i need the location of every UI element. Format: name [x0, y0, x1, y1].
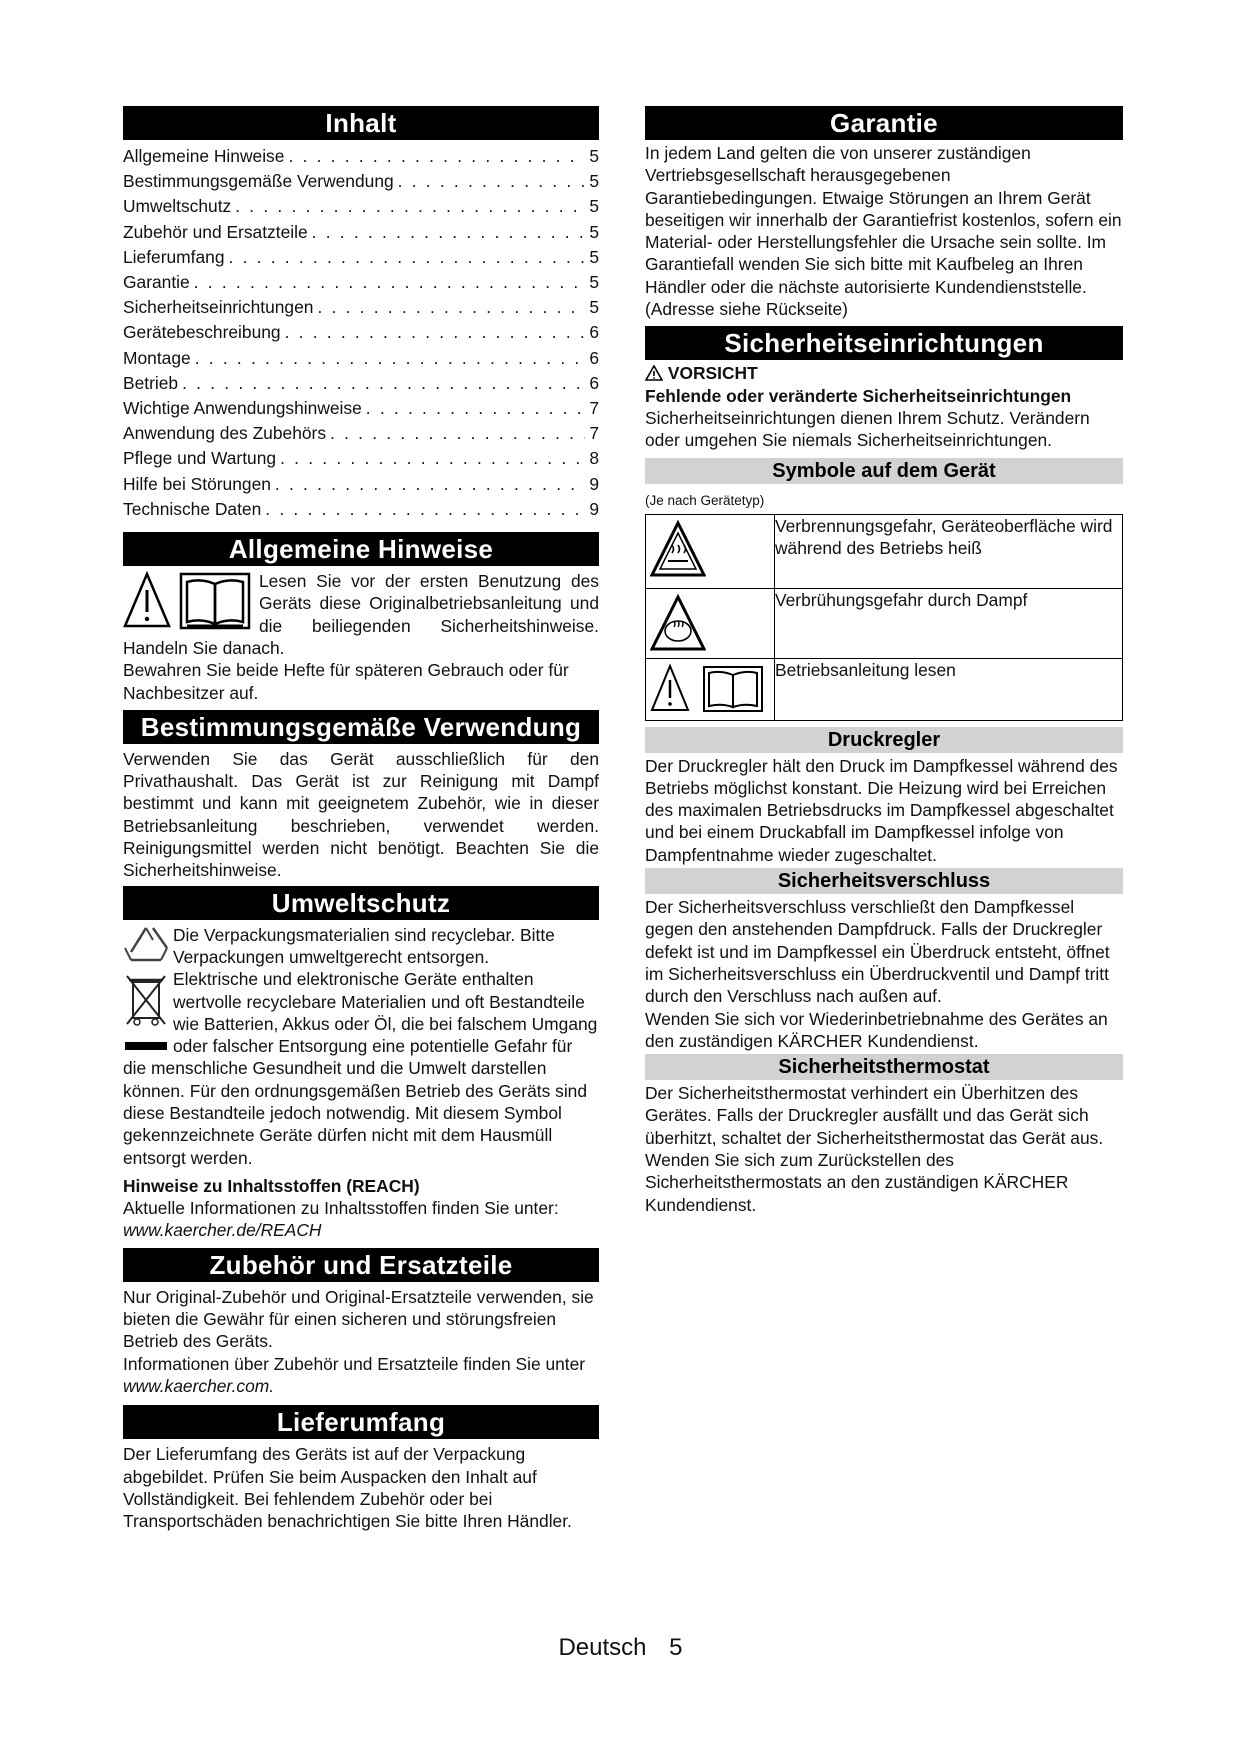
garantie-paragraph-1: In jedem Land gelten die von unserer zuständigen Vertriebsgesellschaft herausgegebenen Garantiebedingungen. Etwaige Störungen an Ihrem Gerät beseitigen wir innerhalb der Garantiefrist kostenlos, sofern ein Material- oder Herstellungsfehler die Ursache sein sollte. Im Garantiefall wenden Sie sich bitte mit Kaufbeleg an Ihren Händler oder die nächste autorisierte Kundendienststelle.	[645, 143, 1122, 297]
allgemeine-paragraph-1: Lesen Sie vor der ersten Benutzung des Geräts diese Originalbetriebsanleitung und die beiliegenden Sicherheitshinweise. Handeln Sie danach.	[123, 571, 599, 658]
symbole-heading: Symbole auf dem Gerät	[645, 458, 1123, 484]
toc-item-page: 5	[589, 146, 599, 166]
garantie-heading: Garantie	[645, 106, 1123, 140]
toc-item[interactable]	[123, 472, 599, 497]
symbol-row	[646, 588, 1123, 658]
toc-item-page: 6	[589, 372, 599, 393]
toc-item-label: Zubehör und Ersatzteile	[123, 221, 308, 242]
toc-item-label: Pflege und Wartung	[123, 448, 277, 469]
allgemeine-paragraph-2: Bewahren Sie beide Hefte für späteren Gebrauch oder für Nachbesitzer auf.	[123, 660, 569, 703]
toc-item-label: Umweltschutz	[123, 196, 232, 217]
toc-item-page: 9	[589, 473, 599, 494]
toc-item-label: Lieferumfang	[123, 246, 225, 267]
toc-item-label: Hilfe bei Störungen	[123, 473, 271, 494]
toc-leader-dots	[191, 346, 586, 371]
thermostat-paragraph-1: Der Sicherheitsthermostat verhindert ein Überhitzen des Gerätes. Falls der Druckregler ausfällt und das Gerät sich überhitzt, schaltet der Sicherheitsthermostat das Gerät aus.	[645, 1083, 1104, 1148]
toc-leader-dots	[394, 169, 586, 194]
reach-link[interactable]: www.kaercher.de/REACH	[123, 1220, 322, 1241]
umwelt-paragraph-1: Die Verpackungsmaterialien sind recyclebar. Bitte Verpackungen umweltgerecht entsorgen.	[173, 924, 555, 967]
toc-leader-dots	[190, 270, 586, 295]
sicherheit-heading: Sicherheitseinrichtungen	[645, 326, 1123, 360]
umweltschutz-body	[123, 924, 599, 1242]
toc-item-page: 5	[589, 246, 599, 267]
umwelt-paragraph-2: Elektrische und elektronische Geräte enthalten wertvolle recyclebare Materialien und oft Bestandteile wie Batterien, Akkus oder Öl, die bei falschem Umgang oder falscher Entsorgung eine potentielle Gefahr für die menschliche Gesundheit und die Umwelt darstellen können. Für den ordnungsgemäßen Betrieb des Geräts sind diese Bestandteile jedoch notwendig. Mit diesem Symbol gekennzeichnete Geräte dürfen nicht mit dem Hausmüll entsorgt werden.	[123, 969, 598, 1168]
reach-text: Aktuelle Informationen zu Inhaltsstoffen finden Sie unter:	[123, 1198, 559, 1219]
toc-item-label: Garantie	[123, 272, 190, 293]
steam-hazard-icon	[646, 588, 775, 658]
toc-leader-dots	[261, 497, 585, 522]
page-number: 5	[669, 1634, 683, 1661]
footer-language: Deutsch	[558, 1634, 647, 1661]
verschluss-paragraph-2: Wenden Sie sich vor Wiederinbetriebnahme des Gerätes an den zuständigen KÄRCHER Kundendienst.	[645, 1008, 1108, 1051]
toc-item[interactable]	[123, 371, 599, 396]
lieferumfang-heading: Lieferumfang	[123, 1405, 599, 1439]
toc-item[interactable]	[123, 144, 599, 169]
druckregler-heading: Druckregler	[645, 727, 1123, 753]
toc-item-page: 7	[589, 423, 599, 444]
page-footer	[0, 1634, 1241, 1662]
toc-item[interactable]	[123, 396, 599, 421]
recycling-icon	[123, 924, 173, 968]
thermostat-paragraph-2: Wenden Sie sich zum Zurückstellen des Sicherheitsthermostats an den zuständigen KÄRCHER Kundendienst.	[645, 1150, 1069, 1215]
toc-item-page: 5	[589, 171, 599, 192]
toc-item-label: Wichtige Anwendungshinweise	[123, 398, 362, 419]
zubehoer-paragraph-1: Nur Original-Zubehör und Original-Ersatzteile verwenden, sie bieten die Gewähr für einen sicheren und störungsfreien Betrieb des Geräts.	[123, 1286, 594, 1352]
toc-item[interactable]	[123, 169, 599, 194]
toc-item[interactable]	[123, 295, 599, 320]
toc-item-label: Technische Daten	[123, 498, 262, 519]
toc-item[interactable]	[123, 320, 599, 345]
toc-title: Inhalt	[123, 106, 599, 140]
warning-triangle-icon	[645, 363, 668, 383]
toc-leader-dots	[308, 220, 586, 245]
toc-item-page: 5	[589, 297, 599, 318]
sicherheitsthermostat-heading: Sicherheitsthermostat	[645, 1054, 1123, 1080]
toc-leader-dots	[178, 371, 585, 396]
toc-item[interactable]	[123, 421, 599, 446]
toc-item-label: Allgemeine Hinweise	[123, 146, 285, 166]
toc-leader-dots	[362, 396, 586, 421]
toc-item-page: 6	[589, 322, 599, 343]
toc-item-label: Montage	[123, 347, 191, 368]
garantie-paragraph-2: (Adresse siehe Rückseite)	[645, 299, 848, 320]
vorsicht-text: VORSICHT	[667, 363, 758, 384]
symbol-row	[646, 658, 1123, 720]
toc-leader-dots	[225, 245, 586, 270]
toc-item[interactable]	[123, 194, 599, 219]
sicherheit-bold: Fehlende oder veränderte Sicherheitseinrichtungen	[645, 385, 1072, 406]
toc-item[interactable]	[123, 270, 599, 295]
toc-leader-dots	[231, 194, 585, 219]
toc-item-page: 5	[589, 221, 599, 242]
symbol-text: Verbrennungsgefahr, Geräteoberfläche wird während des Betriebs heiß	[775, 514, 1123, 588]
kaercher-link[interactable]: www.kaercher.com.	[123, 1375, 275, 1396]
bestimmung-heading: Bestimmungsgemäße Verwendung	[123, 710, 599, 744]
weee-bin-icon	[123, 970, 173, 1056]
toc-item-label: Bestimmungsgemäße Verwendung	[123, 171, 394, 192]
toc-leader-dots	[313, 295, 585, 320]
toc-item-label: Sicherheitseinrichtungen	[123, 297, 314, 318]
sicherheit-paragraph: Sicherheitseinrichtungen dienen Ihrem Schutz. Verändern oder umgehen Sie niemals Sicherheitseinrichtungen.	[645, 407, 1090, 451]
toc-item[interactable]	[123, 446, 599, 471]
toc-item-page: 7	[589, 398, 599, 419]
zubehoer-heading: Zubehör und Ersatzteile	[123, 1248, 599, 1282]
toc-item[interactable]	[123, 245, 599, 270]
symbol-row	[646, 514, 1123, 588]
bestimmung-paragraph: Verwenden Sie das Gerät ausschließlich für den Privathaushalt. Das Gerät ist zur Reinigung mit Dampf bestimmt und kann mit geeignetem Zubehör, wie in dieser Betriebsanleitung beschrieben, verwendet werden. Reinigungsmittel werden nicht benötigt. Beachten Sie die Sicherheitshinweise.	[123, 748, 599, 881]
allgemeine-hinweise-heading: Allgemeine Hinweise	[123, 532, 599, 566]
toc-item-page: 5	[589, 272, 599, 293]
reach-paragraph	[123, 1197, 599, 1242]
symbol-text: Betriebsanleitung lesen	[775, 658, 1123, 720]
toc-item-label: Betrieb	[123, 372, 179, 393]
toc-item-label: Anwendung des Zubehörs	[123, 423, 327, 444]
table-of-contents	[123, 144, 599, 522]
toc-leader-dots	[281, 320, 586, 345]
symbol-text: Verbrühungsgefahr durch Dampf	[775, 588, 1123, 658]
allgemeine-hinweise-body	[123, 570, 599, 704]
toc-leader-dots	[276, 446, 585, 471]
toc-item[interactable]	[123, 497, 599, 522]
toc-item-page: 6	[589, 347, 599, 368]
toc-item-label: Gerätebeschreibung	[123, 322, 281, 343]
vorsicht-label	[645, 362, 1123, 384]
toc-leader-dots	[284, 144, 585, 169]
sicherheitsverschluss-heading: Sicherheitsverschluss	[645, 868, 1123, 894]
toc-item[interactable]	[123, 220, 599, 245]
reach-heading: Hinweise zu Inhaltsstoffen (REACH)	[123, 1175, 420, 1196]
warning-manual-icon	[123, 570, 255, 636]
druckregler-paragraph: Der Druckregler hält den Druck im Dampfkessel während des Betriebs möglichst konstant. Die Heizung wird bei Erreichen des maximalen Betriebsdrucks im Dampfkessel abgeschaltet und bei einem Druckabfall im Dampfkessel infolge von Dampfentnahme wieder zugeschaltet.	[645, 755, 1118, 865]
zubehoer-text: Informationen über Zubehör und Ersatzteile finden Sie unter	[123, 1353, 586, 1374]
toc-item[interactable]	[123, 346, 599, 371]
symbol-table	[645, 514, 1123, 721]
umweltschutz-heading: Umweltschutz	[123, 886, 599, 920]
lieferumfang-paragraph: Der Lieferumfang des Geräts ist auf der Verpackung abgebildet. Prüfen Sie beim Auspacken den Inhalt auf Vollständigkeit. Bei fehlendem Zubehör oder bei Transportschäden benachrichtigen Sie bitte Ihren Händler.	[123, 1444, 572, 1532]
toc-leader-dots	[271, 472, 585, 497]
toc-leader-dots	[326, 421, 585, 446]
zubehoer-paragraph-2	[123, 1353, 599, 1398]
symbole-note: (Je nach Gerätetyp)	[645, 492, 765, 508]
read-manual-icon	[646, 658, 775, 720]
verschluss-paragraph-1: Der Sicherheitsverschluss verschließt den Dampfkessel gegen den anstehenden Dampfdruck. Falls der Druckregler defekt ist und im Dampfkessel ein Überdruck entsteht, öffnet im Sicherheitsverschluss ein Überdruckventil und Dampf tritt durch den Verschluss nach außen auf.	[645, 897, 1110, 1007]
toc-item-page: 9	[589, 498, 599, 519]
toc-item-page: 8	[589, 448, 599, 469]
right-column	[645, 106, 1123, 1216]
hot-surface-icon	[646, 514, 775, 588]
toc-item-page: 5	[589, 196, 599, 217]
left-column	[123, 106, 599, 1532]
